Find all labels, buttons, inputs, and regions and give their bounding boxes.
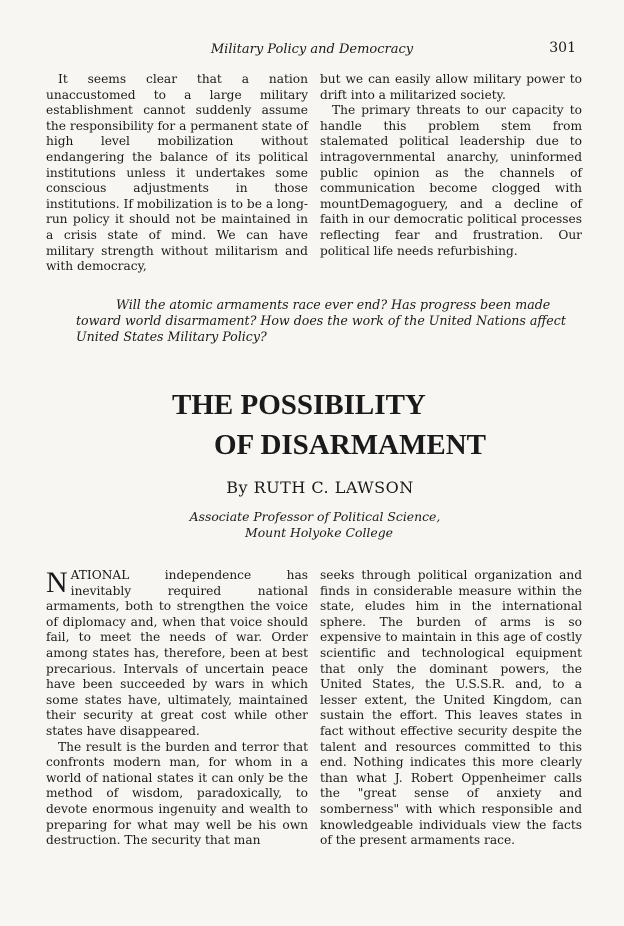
title-text: THE POSSIBILITY [172, 389, 426, 421]
page-number: 301 [549, 40, 576, 56]
paragraph: The result is the burden and terror that confronts modern man, for whom in a world of national states it can only be the method of wisdom, paradoxically, to devote enormous ingenuity and wealth to preparing for what may well be his own destruction. The security that man [46, 739, 308, 848]
paragraph-text: ATIONAL independence has inevitably required national armaments, both to strengthen the voice of diplomacy and, when that voice should fail, to meet the needs of war. Order among states has, therefore, been at best precarious. Intervals of uncertain peace have been succeeded by wars in which some states have, ultimately, maintained their security at great cost while other states have disappeared. [46, 568, 308, 738]
body-right-column [320, 568, 582, 849]
author-affiliation-line2: Mount Holyoke College [245, 525, 393, 540]
opening-paragraph [46, 568, 308, 740]
running-title: Military Policy and Democracy [210, 42, 414, 57]
author-affiliation-line1: Associate Professor of Political Science, [189, 509, 441, 524]
paragraph: The primary threats to our capacity to handle this problem stem from stalemated political leadership due to intragovernmental anarchy, uninformed public opinion as the channels of communication become clogged with mountDemagoguery, and a decline of faith in our democratic political processes reflecting fear and frustration. Our political life needs refurbishing. [320, 103, 582, 258]
paragraph: It seems clear that a nation unaccustomed to a large military establishment cannot suddenly assume the responsibility for a permanent state of high level mobilization without endangering the balance of its political institutions unless it undertakes some conscious adjustments in those institutions. If mobilization is to be a long-run policy it should not be maintained in a crisis state of mind. We can have military strength without militarism and with democracy, [46, 72, 308, 274]
drop-cap: N [46, 566, 68, 599]
article-teaser: Will the atomic armaments race ever end? Has progress been made toward world disarmament? How does the work of the United Nations affect United States Military Policy? [76, 297, 566, 344]
title-text: OF DISARMAMENT [214, 429, 487, 461]
running-head [0, 40, 624, 60]
body-left-column [46, 568, 308, 849]
byline: By RUTH C. LAWSON [226, 478, 414, 497]
top-left-column [46, 72, 308, 275]
paragraph-continuation: but we can easily allow military power to drift into a militarized society. [320, 72, 582, 102]
paragraph: seeks through political organization and finds in considerable measure within the state, eludes him in the international sphere. The burden of arms is so expensive to maintain in this age of costly scientific and technological equipment that only the dominant powers, the United States, the U.S.S.R. and, to a lesser extent, the United Kingdom, can sustain the effort. This leaves states in fact without effective security despite the talent and resources committed to this end. Nothing indicates this more clearly than what J. Robert Oppenheimer calls the "great sense of anxiety and somberness" with which responsible and knowledgeable individuals view the facts of the present armaments race. [320, 568, 582, 848]
top-right-column [320, 72, 582, 259]
